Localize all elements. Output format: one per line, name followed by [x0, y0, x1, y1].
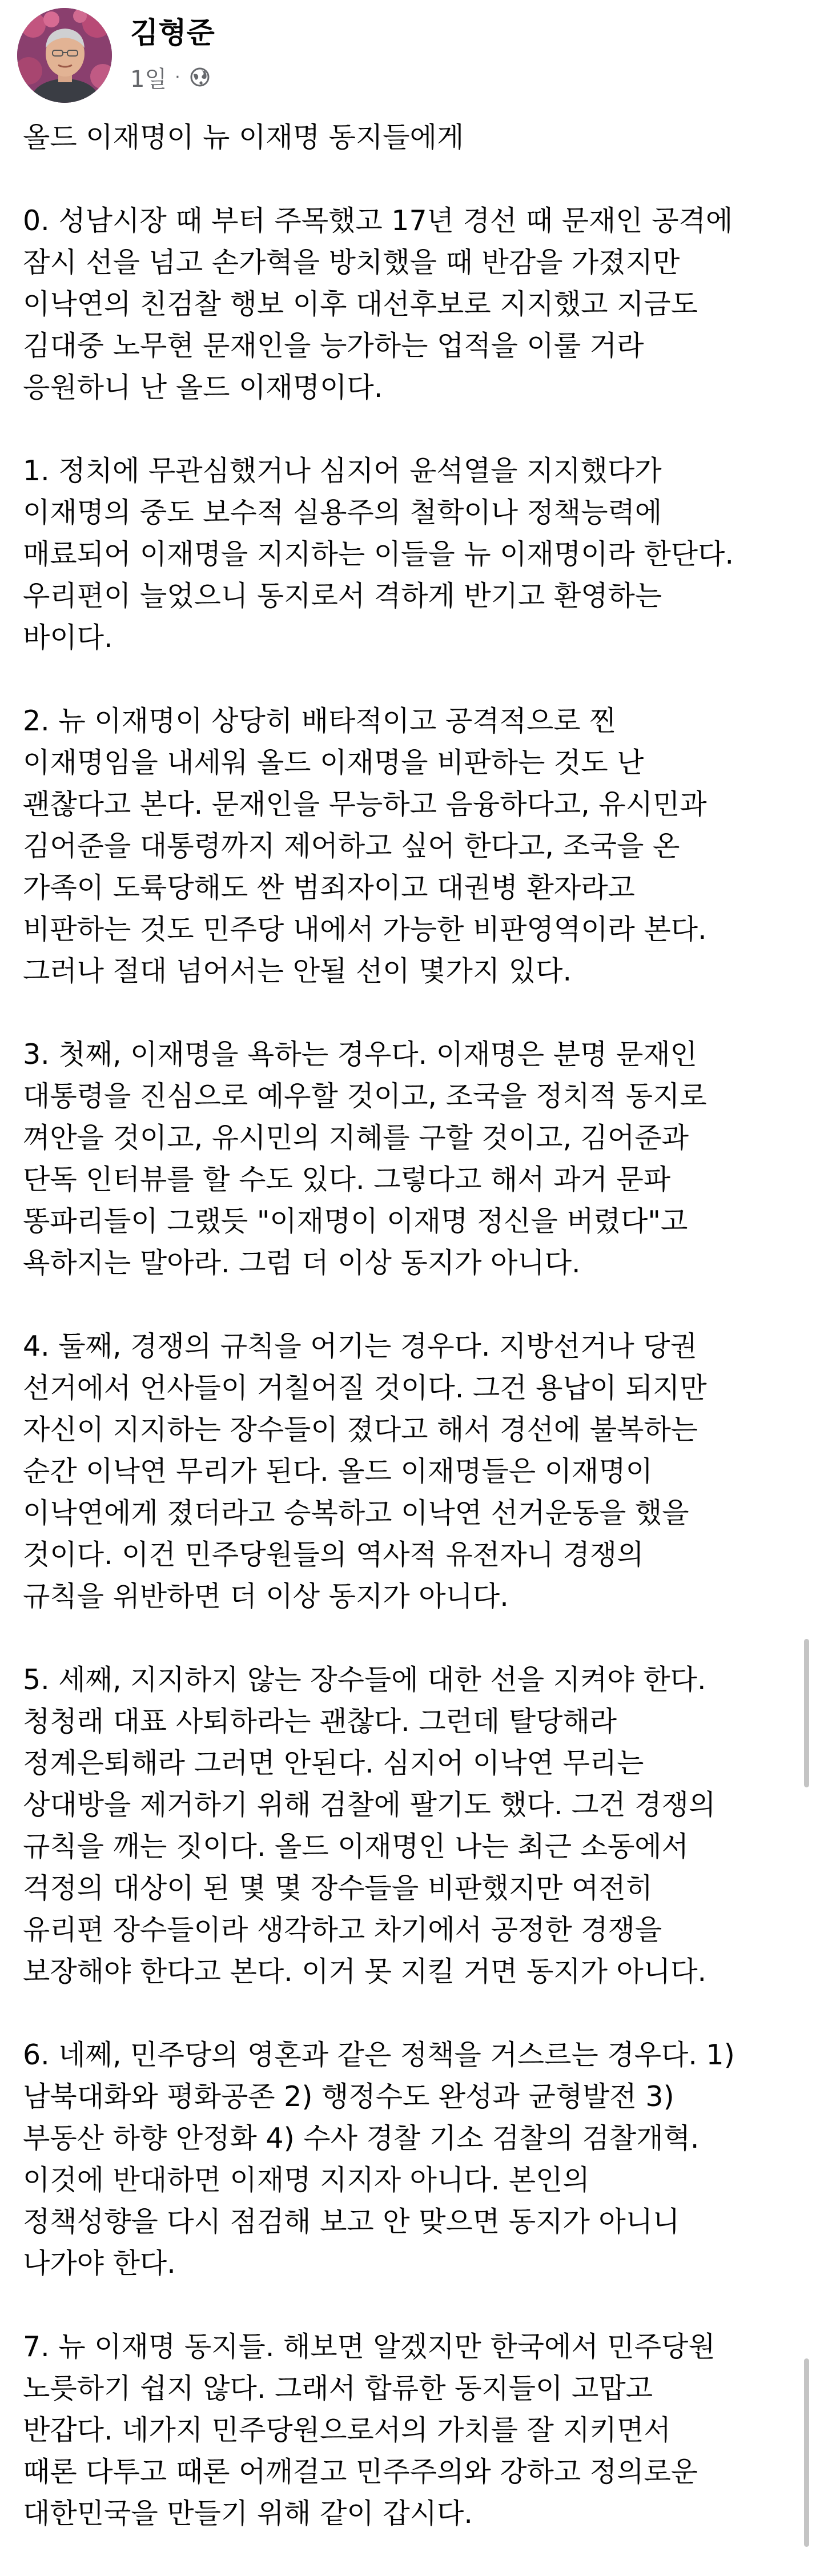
post-title: 올드 이재명이 뉴 이재명 동지들에게: [23, 121, 464, 154]
post-text-line: 7. 뉴 이재명 동지들. 해보면 알겠지만 한국에서 민주당원: [23, 2330, 715, 2363]
post-text-line: 매료되어 이재명을 지지하는 이들을 뉴 이재명이라 한단다.: [23, 538, 734, 570]
post-text-line: 욕하지는 말아라. 그럼 더 이상 동지가 아니다.: [23, 1247, 581, 1279]
post-text-line: 노릇하기 쉽지 않다. 그래서 합류한 동지들이 고맙고: [23, 2372, 653, 2405]
post-text-line: 이낙연의 친검찰 행보 이후 대선후보로 지지했고 지금도: [23, 288, 698, 320]
avatar[interactable]: [17, 8, 112, 103]
globe-icon[interactable]: [188, 66, 211, 89]
post-text-line: 김대중 노무현 문재인을 능가하는 업적을 이룰 거라: [23, 329, 644, 362]
post-text-line: 순간 이낙연 무리가 된다. 올드 이재명들은 이재명이: [23, 1455, 653, 1488]
post-text-line: 자신이 지지하는 장수들이 졌다고 해서 경선에 불복하는: [23, 1413, 698, 1446]
post-text-line: 5. 세째, 지지하지 않는 장수들에 대한 선을 지켜야 한다.: [23, 1663, 706, 1696]
scrollbar-thumb-lower[interactable]: [804, 2358, 809, 2547]
post-text-line: 규칙을 위반하면 더 이상 동지가 아니다.: [23, 1580, 509, 1613]
post-text-line: 가족이 도륙당해도 싼 범죄자이고 대권병 환자라고: [23, 871, 635, 904]
post-text-line: 반갑다. 네가지 민주당원으로서의 가치를 잘 지키면서: [23, 2414, 671, 2446]
post-text-line: 나가야 한다.: [23, 2247, 176, 2280]
post-text-line: 때론 다투고 때론 어깨걸고 민주주의와 강하고 정의로운: [23, 2456, 698, 2488]
post-body: [23, 116, 799, 2576]
post-header: [17, 8, 782, 105]
post-text-line: 유리편 장수들이라 생각하고 차기에서 공정한 경쟁을: [23, 1914, 662, 1946]
post-paragraph: [23, 2326, 799, 2534]
post-text-line: 그러나 절대 넘어서는 안될 선이 몇가지 있다.: [23, 955, 572, 987]
post-text-line: 청청래 대표 사퇴하라는 괜찮다. 그런데 탈당해라: [23, 1705, 617, 1738]
post-text-line: 단독 인터뷰를 할 수도 있다. 그렇다고 해서 과거 문파: [23, 1163, 671, 1196]
post-text-line: 1. 정치에 무관심했거나 심지어 윤석열을 지지했다가: [23, 455, 662, 487]
post-paragraph: [23, 450, 799, 658]
post-text-line: 대통령을 진심으로 예우할 것이고, 조국을 정치적 동지로: [23, 1080, 707, 1112]
post-text-line: 정책성향을 다시 점검해 보고 안 맞으면 동지가 아니니: [23, 2205, 680, 2238]
post-text-line: 것이다. 이건 민주당원들의 역사적 유전자니 경쟁의: [23, 1538, 644, 1571]
post-paragraph: [23, 1325, 799, 1617]
post-text-line: 이낙연에게 졌더라고 승복하고 이낙연 선거운동을 했을: [23, 1497, 689, 1529]
avatar-photo: [17, 8, 112, 103]
scrollbar-thumb[interactable]: [804, 1639, 809, 1787]
post-text-line: 껴안을 것이고, 유시민의 지혜를 구할 것이고, 김어준과: [23, 1122, 689, 1154]
post-text-line: 똥파리들이 그랬듯 "이재명이 이재명 정신을 버렸다"고: [23, 1205, 688, 1237]
post-text-line: 부동산 하향 안정화 4) 수사 경찰 기소 검찰의 검찰개혁.: [23, 2122, 700, 2155]
post-text-line: 걱정의 대상이 된 몇 몇 장수들을 비판했지만 여전히: [23, 1872, 653, 1904]
post-text-line: 6. 네쩨, 민주당의 영혼과 같은 정책을 거스르는 경우다. 1): [23, 2039, 735, 2071]
meta-separator: ·: [175, 67, 180, 87]
post-text-line: 우리편이 늘었으니 동지로서 격하게 반기고 환영하는: [23, 580, 662, 612]
post-text-line: 김어준을 대통령까지 제어하고 싶어 한다고, 조국을 온: [23, 830, 680, 862]
post-text-line: 비판하는 것도 민주당 내에서 가능한 비판영역이라 본다.: [23, 913, 707, 946]
post-text-line: 정계은퇴해라 그러면 안된다. 심지어 이낙연 무리는: [23, 1747, 644, 1779]
post-paragraph: [23, 1034, 799, 1284]
post-text-line: 4. 둘째, 경쟁의 규칙을 어기는 경우다. 지방선거나 당권: [23, 1330, 697, 1363]
post-text-line: 응원하니 난 올드 이재명이다.: [23, 371, 383, 404]
post-text-line: 바이다.: [23, 621, 113, 654]
post-title-paragraph: [23, 116, 799, 158]
post-text-line: 이재명의 중도 보수적 실용주의 철학이나 정책능력에: [23, 496, 662, 529]
post-paragraph: [23, 1659, 799, 1992]
post-text-line: 이재명임을 내세워 올드 이재명을 비판하는 것도 난: [23, 746, 644, 779]
post-meta: [130, 63, 211, 91]
post-paragraph: [23, 700, 799, 992]
post-text-line: 보장해야 한다고 본다. 이거 못 지킬 거면 동지가 아니다.: [23, 1955, 707, 1988]
post-time[interactable]: 1일: [130, 66, 167, 93]
post-text-line: 3. 첫째, 이재명을 욕하는 경우다. 이재명은 분명 문재인: [23, 1038, 697, 1071]
post-text-line: 잠시 선을 넘고 손가혁을 방치했을 때 반감을 가졌지만: [23, 246, 680, 279]
post-text-line: 2. 뉴 이재명이 상당히 배타적이고 공격적으로 찐: [23, 705, 617, 737]
post-paragraph: [23, 2034, 799, 2284]
post-paragraph: [23, 200, 799, 408]
post-text-line: 대한민국을 만들기 위해 같이 갑시다.: [23, 2497, 473, 2530]
post-text-line: 0. 성남시장 때 부터 주목했고 17년 경선 때 문재인 공격에: [23, 204, 733, 237]
post-text-line: 이것에 반대하면 이재명 지지자 아니다. 본인의: [23, 2164, 590, 2196]
author-name[interactable]: 김형준: [130, 17, 215, 50]
post-paragraphs: [23, 200, 799, 2534]
post-text-line: 상대방을 제거하기 위해 검찰에 팔기도 했다. 그건 경쟁의: [23, 1789, 716, 1821]
post-text-line: 선거에서 언사들이 거칠어질 것이다. 그건 용납이 되지만: [23, 1372, 707, 1404]
post-text-line: 괜찮다고 본다. 문재인을 무능하고 음융하다고, 유시민과: [23, 788, 707, 821]
post-text-line: 남북대화와 평화공존 2) 행정수도 완성과 균형발전 3): [23, 2080, 674, 2113]
post-text-line: 규칙을 깨는 짓이다. 올드 이재명인 나는 최근 소동에서: [23, 1830, 689, 1863]
